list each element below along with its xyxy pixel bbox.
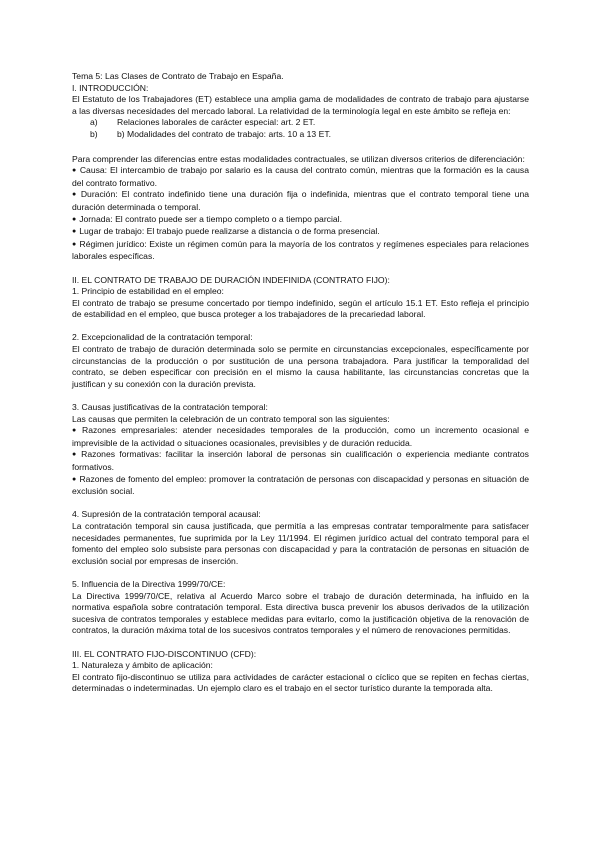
list-item (72, 165, 529, 189)
bullet-text: ● Régimen jurídico: Existe un régimen común para la mayoría de los contratos y regímenes especiales para relaciones laborales específicas. (72, 239, 529, 263)
alpha-marker: b) (90, 128, 98, 139)
subsection-title: 3. Causas justificativas de la contratación temporal: (72, 402, 268, 413)
bullet-text: ● Razones empresariales: atender necesidades temporales de la producción, como un incremento ocasional e imprevisible de la actividad o situaciones ocasionales, previsibles y de duración reducida. (72, 425, 529, 449)
list-item (72, 239, 529, 263)
subsection-text: El contrato de trabajo se presume concertado por tiempo indefinido, según el artículo 15.1 ET. Esto refleja el principio de estabilidad en el empleo, que busca proteger a los trabajadores de la precariedad laboral. (72, 297, 529, 320)
subsection-text: La Directiva 1999/70/CE, relativa al Acuerdo Marco sobre el trabajo de duración determinada, ha influido en la normativa española sobre contratación temporal. Esta directiva busca prevenir los abusos derivados de la utilización sucesiva de contratos temporales y establece medidas para evitarlo, como la justificación objetiva de la renovación de contratos, la duración máxima total de los sucesivos contratos temporales y el número de renovaciones permitidas. (72, 590, 529, 636)
subsection-title: 2. Excepcionalidad de la contratación temporal: (72, 332, 253, 343)
list-item (72, 189, 529, 213)
list-item (72, 226, 529, 239)
alpha-marker: a) (90, 117, 98, 128)
document-title: Tema 5: Las Clases de Contrato de Trabajo en España. (72, 71, 284, 81)
section-heading-cfd: III. EL CONTRATO FIJO-DISCONTINUO (CFD): (72, 648, 257, 659)
bullet-text: ● Jornada: El contrato puede ser a tiempo completo o a tiempo parcial. (72, 214, 529, 227)
alpha-item (90, 117, 529, 129)
bullet-text: ● Razones de fomento del empleo: promover la contratación de personas con discapacidad y personas en situación de exclusión social. (72, 474, 529, 498)
section-heading-indefinido: II. EL CONTRATO DE TRABAJO DE DURACIÓN INDEFINIDA (CONTRATO FIJO): (72, 274, 390, 285)
bullet-text: ● Razones formativas: facilitar la inserción laboral de personas sin cualificación o experiencia mediante contratos formativos. (72, 449, 529, 473)
list-item (72, 474, 529, 498)
list-item (72, 214, 529, 227)
bullet-text: ● Lugar de trabajo: El trabajo puede realizarse a distancia o de forma presencial. (72, 226, 529, 239)
list-item (72, 425, 529, 449)
bullet-text: ● Causa: El intercambio de trabajo por salario es la causa del contrato común, mientras que la formación es la causa del contrato formativo. (72, 165, 529, 189)
intro-paragraph: El Estatuto de los Trabajadores (ET) establece una amplia gama de modalidades de contrato de trabajo para ajustarse a las diversas necesidades del mercado laboral. La relatividad de la terminología legal en este ámbito se refleja en: (72, 94, 529, 116)
bullet-text: ● Duración: El contrato indefinido tiene una duración fija o indefinida, mientras que el contrato temporal tiene una duración determinada o temporal. (72, 189, 529, 213)
section-heading-intro: I. INTRODUCCIÓN: (72, 82, 149, 93)
criteria-list (72, 165, 529, 263)
subsection-title: 5. Influencia de la Directiva 1999/70/CE: (72, 578, 226, 589)
criteria-paragraph: Para comprender las diferencias entre estas modalidades contractuales, se utilizan diversos criterios de diferenciación: (72, 153, 525, 164)
subsection-title: 1. Naturaleza y ámbito de aplicación: (72, 660, 213, 671)
causes-list (72, 425, 529, 498)
subsection-text: La contratación temporal sin causa justificada, que permitía a las empresas contratar temporalmente para satisfacer necesidades permanentes, fue suprimida por la Ley 11/1994. El régimen jurídico actual del contrato temporal para el fomento del empleo solo subsiste para personas con discapacidad y para la contratación de personas en situación de exclusión social por empresas de inserción. (72, 520, 529, 566)
alpha-list (90, 117, 529, 140)
subsection-text: El contrato fijo-discontinuo se utiliza para actividades de carácter estacional o cíclico que se repiten en fechas ciertas, determinadas o indeterminadas. Un ejemplo claro es el trabajo en el sector turístico durante la temporada alta. (72, 671, 529, 694)
alpha-text: b) Modalidades del contrato de trabajo: arts. 10 a 13 ET. (117, 128, 332, 139)
subsection-title: 1. Principio de estabilidad en el empleo: (72, 286, 224, 297)
subsection-intro: Las causas que permiten la celebración de un contrato temporal son las siguientes: (72, 413, 390, 424)
alpha-text: Relaciones laborales de carácter especial: art. 2 ET. (117, 117, 316, 128)
alpha-item (90, 129, 529, 141)
list-item (72, 449, 529, 473)
subsection-text: El contrato de trabajo de duración determinada solo se permite en circunstancias excepcionales, específicamente por circunstancias de la producción o por sustitución de una persona trabajadora. Para justificar la temporalidad del contrato, se deben especificar con precisión en el mismo la causa habilitante, las circunstancias concretas que la justifican y su conexión con la duración prevista. (72, 344, 529, 389)
subsection-title: 4. Supresión de la contratación temporal acausal: (72, 509, 261, 520)
